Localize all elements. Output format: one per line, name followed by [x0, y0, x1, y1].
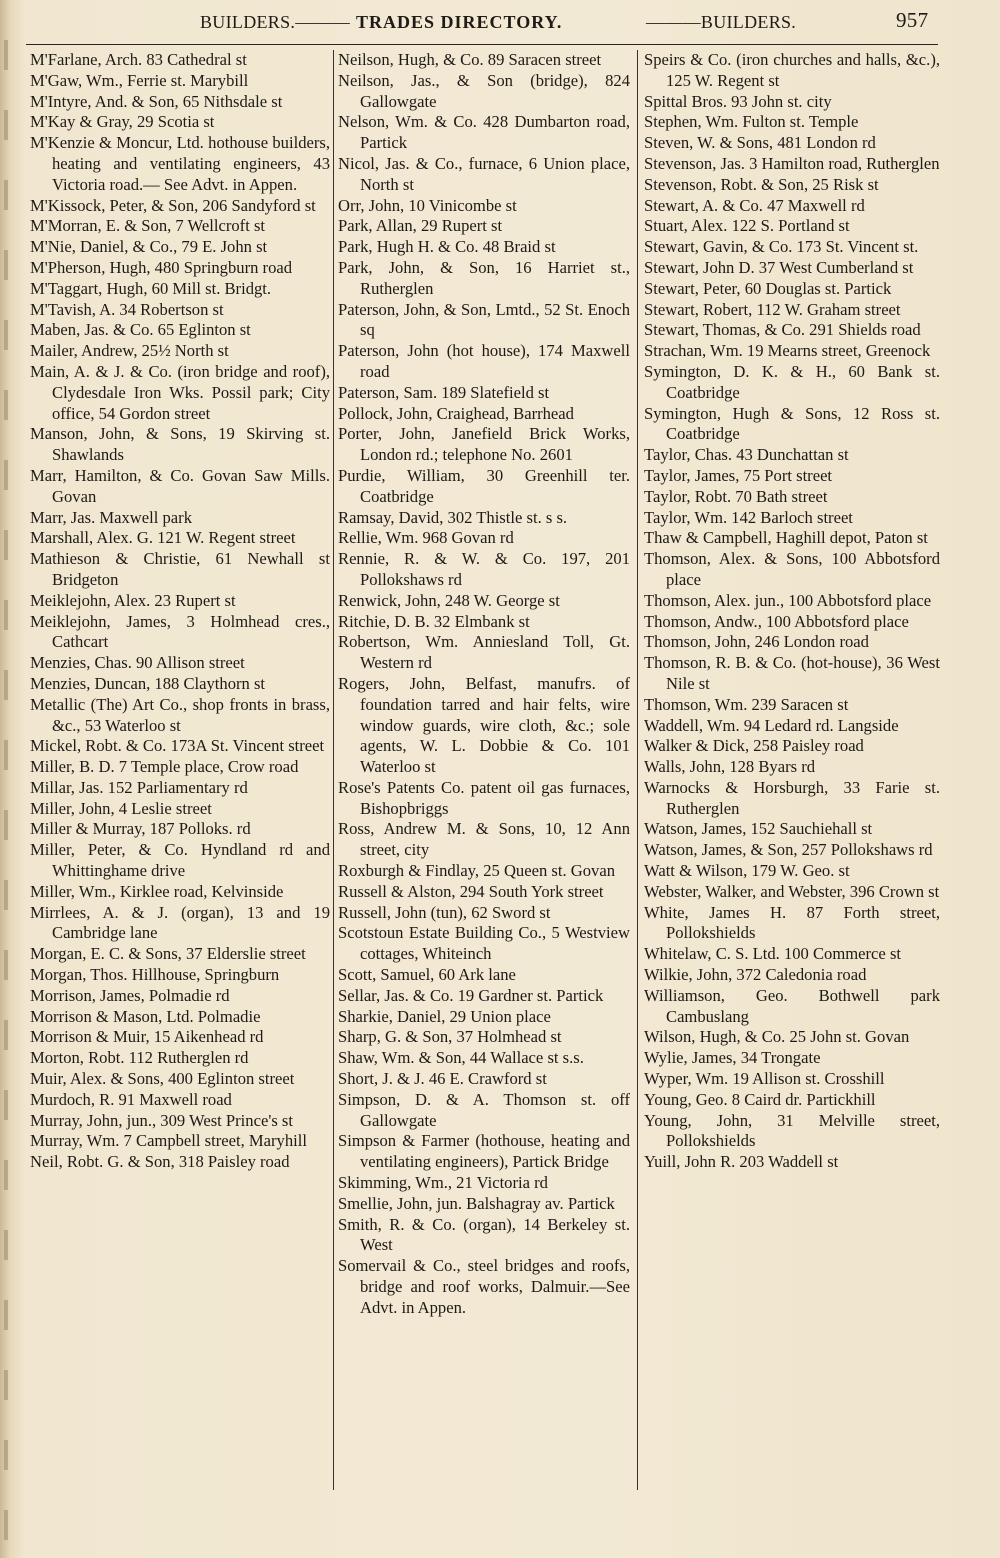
- directory-entry: Skimming, Wm., 21 Victoria rd: [338, 1173, 548, 1193]
- directory-entry: Thomson, R. B. & Co. (hot-house), 36 West Nile st: [644, 653, 940, 693]
- directory-entry: Rennie, R. & W. & Co. 197, 201 Pollokshaws rd: [338, 549, 630, 589]
- page-number: 957: [896, 8, 929, 32]
- directory-entry: Park, Allan, 29 Rupert st: [338, 216, 503, 236]
- directory-entry: Mailer, Andrew, 25½ North st: [30, 341, 229, 361]
- directory-entry: Paterson, John (hot house), 174 Maxwell road: [338, 341, 630, 381]
- directory-entry: Yuill, John R. 203 Waddell st: [644, 1152, 839, 1172]
- directory-entry: Young, Geo. 8 Caird dr. Partickhill: [644, 1089, 876, 1109]
- directory-entry: Stephen, Wm. Fulton st. Temple: [644, 112, 859, 132]
- directory-entry: Watt & Wilson, 179 W. Geo. st: [644, 861, 850, 881]
- directory-entry: Paterson, John, & Son, Lmtd., 52 St. Enoch sq: [338, 299, 630, 340]
- directory-entry: Stevenson, Robt. & Son, 25 Risk st: [644, 174, 879, 194]
- directory-entry: Stewart, Peter, 60 Douglas st. Partick: [644, 278, 892, 298]
- directory-entry: Meiklejohn, James, 3 Holmhead cres., Cathcart: [30, 611, 330, 652]
- directory-entry: Nelson, Wm. & Co. 428 Dumbarton road, Partick: [338, 112, 630, 153]
- directory-entry: White, James H. 87 Forth street, Pollokshields: [644, 902, 940, 943]
- directory-entry: Mathieson & Christie, 61 Newhall st Bridgeton: [30, 549, 330, 589]
- directory-entry: Neilson, Hugh, & Co. 89 Saracen street: [338, 50, 602, 69]
- header-left: BUILDERS.———: [200, 12, 351, 32]
- directory-entry: Somervail & Co., steel bridges and roofs, bridge and roof works, Dalmuir.—See Advt. in Appen.: [338, 1256, 630, 1317]
- header-title: TRADES DIRECTORY.: [356, 12, 563, 32]
- directory-entry: Stewart, A. & Co. 47 Maxwell rd: [644, 195, 865, 215]
- directory-entry: Neilson, Jas., & Son (bridge), 824 Gallowgate: [338, 70, 630, 111]
- directory-entry: Stewart, John D. 37 West Cumberland st: [644, 257, 914, 277]
- directory-entry: Ramsay, David, 302 Thistle st. s s.: [338, 507, 568, 527]
- directory-entry: Main, A. & J. & Co. (iron bridge and roof), Clydesdale Iron Wks. Possil park; City office, 54 Gordon street: [30, 361, 330, 423]
- directory-entry: Rellie, Wm. 968 Govan rd: [338, 528, 514, 548]
- directory-entry: Thomson, Wm. 239 Saracen st: [644, 694, 849, 714]
- directory-entry: Thomson, Alex. & Sons, 100 Abbotsford place: [644, 549, 940, 589]
- directory-entry: Metallic (The) Art Co., shop fronts in brass, &c., 53 Waterloo st: [30, 694, 330, 735]
- directory-entry: Morton, Robt. 112 Rutherglen rd: [30, 1048, 249, 1068]
- directory-entry: M'Pherson, Hugh, 480 Springburn road: [30, 257, 293, 277]
- directory-entry: M'Kissock, Peter, & Son, 206 Sandyford st: [30, 195, 316, 215]
- directory-entry: Webster, Walker, and Webster, 396 Crown st: [644, 881, 940, 901]
- header-right: ———BUILDERS.: [646, 12, 797, 32]
- directory-entry: M'Gaw, Wm., Ferrie st. Marybill: [30, 70, 249, 90]
- directory-entry: Williamson, Geo. Bothwell park Cambuslang: [644, 985, 940, 1026]
- directory-entry: M'Nie, Daniel, & Co., 79 E. John st: [30, 237, 268, 257]
- running-header: [200, 8, 990, 38]
- directory-entry: Miller, B. D. 7 Temple place, Crow road: [30, 757, 299, 777]
- directory-entry: Sellar, Jas. & Co. 19 Gardner st. Partick: [338, 985, 604, 1005]
- directory-entry: Shaw, Wm. & Son, 44 Wallace st s.s.: [338, 1048, 584, 1068]
- directory-entry: Smellie, John, jun. Balshagray av. Partick: [338, 1193, 615, 1213]
- directory-entry: Russell & Alston, 294 South York street: [338, 881, 604, 901]
- header-rule: [26, 44, 938, 45]
- directory-entry: Stewart, Robert, 112 W. Graham street: [644, 299, 901, 319]
- directory-entry: Walker & Dick, 258 Paisley road: [644, 736, 864, 756]
- directory-entry: Menzies, Chas. 90 Allison street: [30, 653, 245, 673]
- directory-entry: Porter, John, Janefield Brick Works, London rd.; telephone No. 2601: [338, 424, 630, 465]
- directory-entry: Purdie, William, 30 Greenhill ter. Coatbridge: [338, 465, 630, 506]
- directory-column-3: [644, 50, 940, 1173]
- directory-entry: Morgan, Thos. Hillhouse, Springburn: [30, 965, 280, 985]
- directory-entry: Stuart, Alex. 122 S. Portland st: [644, 216, 850, 236]
- directory-entry: Warnocks & Horsburgh, 33 Farie st. Rutherglen: [644, 777, 940, 818]
- directory-entry: Robertson, Wm. Anniesland Toll, Gt. Western rd: [338, 632, 630, 673]
- directory-entry: Marr, Jas. Maxwell park: [30, 507, 192, 527]
- directory-entry: Wilson, Hugh, & Co. 25 John st. Govan: [644, 1027, 910, 1047]
- directory-entry: Muir, Alex. & Sons, 400 Eglinton street: [30, 1069, 295, 1089]
- directory-entry: Park, Hugh H. & Co. 48 Braid st: [338, 237, 556, 257]
- directory-entry: Sharkie, Daniel, 29 Union place: [338, 1006, 551, 1026]
- directory-entry: Wilkie, John, 372 Caledonia road: [644, 965, 867, 985]
- directory-entry: Nicol, Jas. & Co., furnace, 6 Union place, North st: [338, 153, 630, 194]
- directory-entry: Simpson & Farmer (hothouse, heating and ventilating engineers), Partick Bridge: [338, 1131, 630, 1172]
- directory-column-1: [30, 50, 330, 1173]
- directory-entry: Whitelaw, C. S. Ltd. 100 Commerce st: [644, 944, 902, 964]
- directory-entry: Miller, Peter, & Co. Hyndland rd and Whittinghame drive: [30, 840, 330, 881]
- directory-entry: Murray, John, jun., 309 West Prince's st: [30, 1110, 293, 1130]
- directory-entry: Smith, R. & Co. (organ), 14 Berkeley st. West: [338, 1214, 630, 1255]
- directory-entry: Rogers, John, Belfast, manufrs. of foundation tarred and hair felts, wire window guards, wire cloth, &c.; sole agents, W. L. Dobbie & Co. 101 Waterloo st: [338, 673, 630, 777]
- directory-entry: Morrison & Muir, 15 Aikenhead rd: [30, 1027, 264, 1047]
- column-divider: [637, 50, 638, 1490]
- column-divider: [333, 50, 334, 1490]
- directory-entry: Short, J. & J. 46 E. Crawford st: [338, 1069, 547, 1089]
- directory-entry: Thomson, John, 246 London road: [644, 632, 869, 652]
- directory-entry: Ritchie, D. B. 32 Elmbank st: [338, 611, 530, 631]
- directory-entry: Young, John, 31 Melville street, Pollokshields: [644, 1110, 940, 1151]
- directory-entry: Taylor, Wm. 142 Barloch street: [644, 507, 853, 527]
- directory-entry: Morgan, E. C. & Sons, 37 Elderslie street: [30, 944, 306, 964]
- directory-entry: Neil, Robt. G. & Son, 318 Paisley road: [30, 1152, 290, 1172]
- directory-entry: Park, John, & Son, 16 Harriet st., Rutherglen: [338, 257, 630, 298]
- directory-entry: Orr, John, 10 Vinicombe st: [338, 195, 517, 215]
- directory-entry: Steven, W. & Sons, 481 London rd: [644, 133, 876, 153]
- binding-edge: [4, 40, 8, 1540]
- directory-entry: Symington, Hugh & Sons, 12 Ross st. Coatbridge: [644, 403, 940, 444]
- directory-entry: Mickel, Robt. & Co. 173A St. Vincent street: [30, 736, 325, 756]
- directory-entry: Murdoch, R. 91 Maxwell road: [30, 1089, 232, 1109]
- directory-entry: Thomson, Alex. jun., 100 Abbotsford place: [644, 590, 932, 610]
- directory-entry: Morrison & Mason, Ltd. Polmadie: [30, 1006, 261, 1026]
- directory-entry: Miller, Wm., Kirklee road, Kelvinside: [30, 881, 284, 901]
- directory-entry: Morrison, James, Polmadie rd: [30, 985, 230, 1005]
- directory-entry: M'Taggart, Hugh, 60 Mill st. Bridgt.: [30, 278, 272, 298]
- directory-entry: Taylor, Chas. 43 Dunchattan st: [644, 445, 849, 465]
- directory-entry: Maben, Jas. & Co. 65 Eglinton st: [30, 320, 251, 340]
- directory-entry: Mirrlees, A. & J. (organ), 13 and 19 Cambridge lane: [30, 902, 330, 943]
- directory-entry: Sharp, G. & Son, 37 Holmhead st: [338, 1027, 562, 1047]
- directory-entry: M'Tavish, A. 34 Robertson st: [30, 299, 224, 319]
- directory-entry: M'Morran, E. & Son, 7 Wellcroft st: [30, 216, 266, 236]
- directory-entry: Stewart, Thomas, & Co. 291 Shields road: [644, 320, 921, 340]
- directory-entry: Taylor, Robt. 70 Bath street: [644, 486, 828, 506]
- directory-entry: M'Kay & Gray, 29 Scotia st: [30, 112, 215, 132]
- directory-entry: Watson, James, 152 Sauchiehall st: [644, 819, 873, 839]
- directory-entry: Miller & Murray, 187 Polloks. rd: [30, 819, 251, 839]
- directory-entry: Manson, John, & Sons, 19 Skirving st. Shawlands: [30, 424, 330, 465]
- directory-entry: Watson, James, & Son, 257 Pollokshaws rd: [644, 840, 933, 860]
- directory-entry: Marr, Hamilton, & Co. Govan Saw Mills. Govan: [30, 465, 330, 506]
- directory-entry: Pollock, John, Craighead, Barrhead: [338, 403, 574, 423]
- directory-entry: Walls, John, 128 Byars rd: [644, 757, 816, 777]
- directory-entry: Rose's Patents Co. patent oil gas furnaces, Bishopbriggs: [338, 777, 630, 818]
- directory-entry: Strachan, Wm. 19 Mearns street, Greenock: [644, 341, 931, 361]
- directory-entry: Speirs & Co. (iron churches and halls, &c.), 125 W. Regent st: [644, 50, 940, 90]
- directory-entry: Renwick, John, 248 W. George st: [338, 590, 560, 610]
- directory-entry: Thaw & Campbell, Haghill depot, Paton st: [644, 528, 928, 548]
- directory-entry: Taylor, James, 75 Port street: [644, 465, 833, 485]
- directory-entry: Ross, Andrew M. & Sons, 10, 12 Ann street, city: [338, 819, 630, 860]
- directory-entry: Stevenson, Jas. 3 Hamilton road, Rutherglen: [644, 153, 940, 173]
- directory-column-2: [338, 50, 630, 1319]
- directory-entry: Wyper, Wm. 19 Allison st. Crosshill: [644, 1069, 885, 1089]
- directory-entry: Waddell, Wm. 94 Ledard rd. Langside: [644, 715, 899, 735]
- directory-entry: Miller, John, 4 Leslie street: [30, 798, 212, 818]
- directory-entry: Spittal Bros. 93 John st. city: [644, 91, 832, 111]
- directory-entry: Menzies, Duncan, 188 Claythorn st: [30, 673, 266, 693]
- directory-entry: Simpson, D. & A. Thomson st. off Gallowgate: [338, 1089, 630, 1130]
- directory-entry: Paterson, Sam. 189 Slatefield st: [338, 382, 550, 402]
- directory-entry: Scott, Samuel, 60 Ark lane: [338, 965, 516, 985]
- directory-entry: Stewart, Gavin, & Co. 173 St. Vincent st.: [644, 237, 919, 257]
- directory-entry: Thomson, Andw., 100 Abbotsford place: [644, 611, 909, 631]
- directory-entry: Millar, Jas. 152 Parliamentary rd: [30, 777, 248, 797]
- directory-entry: Murray, Wm. 7 Campbell street, Maryhill: [30, 1131, 307, 1151]
- directory-entry: M'Intyre, And. & Son, 65 Nithsdale st: [30, 91, 283, 111]
- directory-entry: Roxburgh & Findlay, 25 Queen st. Govan: [338, 861, 616, 881]
- directory-entry: M'Kenzie & Moncur, Ltd. hothouse builders, heating and ventilating engineers, 43 Victoria road.— See Advt. in Appen.: [30, 133, 330, 194]
- directory-entry: Scotstoun Estate Building Co., 5 Westview cottages, Whiteinch: [338, 923, 630, 964]
- directory-entry: Marshall, Alex. G. 121 W. Regent street: [30, 528, 296, 548]
- directory-entry: M'Farlane, Arch. 83 Cathedral st: [30, 50, 247, 69]
- directory-entry: Russell, John (tun), 62 Sword st: [338, 902, 551, 922]
- directory-entry: Wylie, James, 34 Trongate: [644, 1048, 821, 1068]
- directory-entry: Meiklejohn, Alex. 23 Rupert st: [30, 590, 236, 610]
- directory-entry: Symington, D. K. & H., 60 Bank st. Coatbridge: [644, 361, 940, 402]
